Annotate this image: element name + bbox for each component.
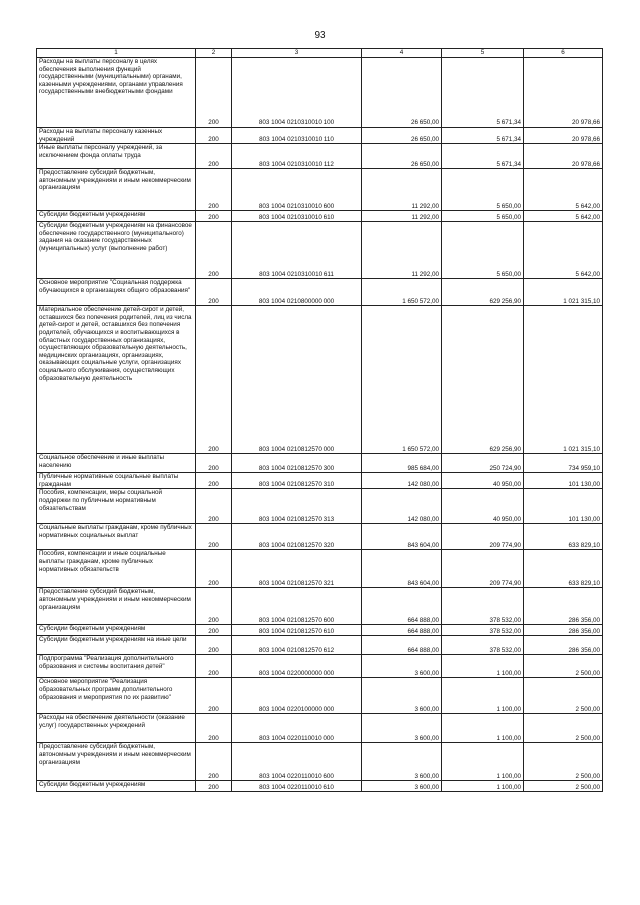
- row-kbk: 803 1004 0220000000 000: [232, 655, 362, 678]
- row-amount-executed: 209 774,90: [442, 550, 524, 588]
- row-amount-executed: 1 100,00: [442, 714, 524, 743]
- row-code: 200: [196, 781, 232, 792]
- row-kbk: 803 1004 0210812570 321: [232, 550, 362, 588]
- row-amount-remaining: 20 978,66: [524, 128, 603, 144]
- row-name: Субсидии бюджетным учреждениям на иные цели: [37, 636, 196, 655]
- row-amount-plan: 664 888,00: [362, 588, 442, 625]
- row-kbk: 803 1004 0210310010 610: [232, 211, 362, 222]
- table-row: [37, 128, 603, 144]
- row-amount-plan: 11 292,00: [362, 222, 442, 279]
- row-amount-remaining: 1 021 315,10: [524, 279, 603, 306]
- row-code: 200: [196, 473, 232, 489]
- row-code: 200: [196, 524, 232, 550]
- row-amount-remaining: 20 978,66: [524, 58, 603, 128]
- column-header: 5: [442, 49, 524, 58]
- row-name: Расходы на выплаты персоналу казенных учреждений: [37, 128, 196, 144]
- row-name: Субсидии бюджетным учреждениям: [37, 781, 196, 792]
- row-amount-executed: 5 671,34: [442, 144, 524, 169]
- row-kbk: 803 1004 0220110010 610: [232, 781, 362, 792]
- row-amount-executed: 629 256,90: [442, 306, 524, 454]
- table-header-row: [37, 49, 603, 58]
- row-amount-remaining: 2 500,00: [524, 743, 603, 781]
- row-amount-plan: 11 292,00: [362, 211, 442, 222]
- row-amount-executed: 629 256,90: [442, 279, 524, 306]
- row-name: Субсидии бюджетным учреждениям: [37, 211, 196, 222]
- row-kbk: 803 1004 0210812570 320: [232, 524, 362, 550]
- row-kbk: 803 1004 0220100000 000: [232, 678, 362, 714]
- row-amount-plan: 11 292,00: [362, 169, 442, 211]
- row-kbk: 803 1004 0210812570 000: [232, 306, 362, 454]
- row-code: 200: [196, 625, 232, 636]
- row-amount-executed: 1 100,00: [442, 655, 524, 678]
- budget-table: [36, 48, 603, 792]
- row-name: Пособия, компенсации, меры социальной поддержки по публичным нормативным обязательствам: [37, 489, 196, 524]
- row-amount-plan: 1 650 572,00: [362, 279, 442, 306]
- row-kbk: 803 1004 0210310010 600: [232, 169, 362, 211]
- column-header: 3: [232, 49, 362, 58]
- column-header: 2: [196, 49, 232, 58]
- row-name: Предоставление субсидий бюджетным, автономным учреждениям и иным некоммерческим организациям: [37, 743, 196, 781]
- table-row: [37, 489, 603, 524]
- table-row: [37, 781, 603, 792]
- row-code: 200: [196, 169, 232, 211]
- column-header: 1: [37, 49, 196, 58]
- row-amount-remaining: 633 829,10: [524, 550, 603, 588]
- column-header: 4: [362, 49, 442, 58]
- row-code: 200: [196, 489, 232, 524]
- row-amount-executed: 5 671,34: [442, 58, 524, 128]
- row-amount-executed: 1 100,00: [442, 781, 524, 792]
- row-amount-executed: 40 950,00: [442, 489, 524, 524]
- row-amount-plan: 664 888,00: [362, 625, 442, 636]
- table-row: [37, 625, 603, 636]
- row-name: Расходы на обеспечение деятельности (оказание услуг) государственных учреждений: [37, 714, 196, 743]
- row-kbk: 803 1004 0210310010 110: [232, 128, 362, 144]
- row-kbk: 803 1004 0220110010 000: [232, 714, 362, 743]
- row-amount-plan: 843 604,00: [362, 550, 442, 588]
- row-amount-executed: 378 532,00: [442, 588, 524, 625]
- row-amount-plan: 664 888,00: [362, 636, 442, 655]
- row-amount-remaining: 2 500,00: [524, 655, 603, 678]
- row-code: 200: [196, 678, 232, 714]
- table-row: [37, 588, 603, 625]
- table-row: [37, 169, 603, 211]
- row-amount-plan: 1 650 572,00: [362, 306, 442, 454]
- table-row: [37, 58, 603, 128]
- table-row: [37, 454, 603, 473]
- row-code: 200: [196, 636, 232, 655]
- row-kbk: 803 1004 0210310010 112: [232, 144, 362, 169]
- row-name: Пособия, компенсации и иные социальные выплаты гражданам, кроме публичных нормативных обязательств: [37, 550, 196, 588]
- row-amount-remaining: 2 500,00: [524, 714, 603, 743]
- table-row: [37, 211, 603, 222]
- row-amount-executed: 209 774,90: [442, 524, 524, 550]
- row-amount-remaining: 101 130,00: [524, 473, 603, 489]
- row-amount-remaining: 101 130,00: [524, 489, 603, 524]
- row-amount-remaining: 286 356,00: [524, 625, 603, 636]
- table-row: [37, 743, 603, 781]
- row-name: Иные выплаты персоналу учреждений, за исключением фонда оплаты труда: [37, 144, 196, 169]
- row-amount-remaining: 20 978,66: [524, 144, 603, 169]
- row-code: 200: [196, 588, 232, 625]
- table-row: [37, 636, 603, 655]
- row-code: 200: [196, 128, 232, 144]
- row-amount-plan: 3 600,00: [362, 678, 442, 714]
- table-row: [37, 222, 603, 279]
- row-amount-executed: 1 100,00: [442, 678, 524, 714]
- row-amount-executed: 5 650,00: [442, 222, 524, 279]
- row-amount-plan: 3 600,00: [362, 781, 442, 792]
- row-name: Предоставление субсидий бюджетным, автономным учреждениям и иным некоммерческим организациям: [37, 588, 196, 625]
- column-header: 6: [524, 49, 603, 58]
- row-kbk: 803 1004 0210310010 100: [232, 58, 362, 128]
- row-kbk: 803 1004 0210812570 612: [232, 636, 362, 655]
- row-amount-remaining: 633 829,10: [524, 524, 603, 550]
- row-amount-executed: 250 724,90: [442, 454, 524, 473]
- row-name: Основное мероприятие "Социальная поддержка обучающихся в организациях общего образования": [37, 279, 196, 306]
- row-amount-remaining: 286 356,00: [524, 636, 603, 655]
- row-amount-remaining: 1 021 315,10: [524, 306, 603, 454]
- row-code: 200: [196, 279, 232, 306]
- row-amount-plan: 3 600,00: [362, 714, 442, 743]
- row-kbk: 803 1004 0210812570 610: [232, 625, 362, 636]
- row-amount-remaining: 286 356,00: [524, 588, 603, 625]
- table-row: [37, 550, 603, 588]
- row-code: 200: [196, 743, 232, 781]
- row-amount-plan: 3 600,00: [362, 743, 442, 781]
- row-code: 200: [196, 222, 232, 279]
- row-code: 200: [196, 306, 232, 454]
- row-name: Субсидии бюджетным учреждениям на финансовое обеспечение государственного (муниципального) задания на оказание государственных (муниципальных) услуг (выполнение работ): [37, 222, 196, 279]
- row-amount-remaining: 734 959,10: [524, 454, 603, 473]
- row-amount-remaining: 5 642,00: [524, 211, 603, 222]
- row-name: Материальное обеспечение детей-сирот и детей, оставшихся без попечения родителей, лиц из числа детей-сирот и детей, оставшихся без попечения родителей, обучающихся и воспитывающихся в областных государственных организациях, осуществляющих образовательную деятельность, медицинских организациях, организациях, оказывающих социальные услуги, организациях социального обслуживания, осуществляющих образовательную деятельность: [37, 306, 196, 454]
- row-amount-executed: 378 532,00: [442, 636, 524, 655]
- row-kbk: 803 1004 0210800000 000: [232, 279, 362, 306]
- row-kbk: 803 1004 0210310010 611: [232, 222, 362, 279]
- row-code: 200: [196, 211, 232, 222]
- row-name: Субсидии бюджетным учреждениям: [37, 625, 196, 636]
- row-name: Предоставление субсидий бюджетным, автономным учреждениям и иным некоммерческим организациям: [37, 169, 196, 211]
- row-amount-plan: 985 684,00: [362, 454, 442, 473]
- row-amount-plan: 142 080,00: [362, 473, 442, 489]
- row-code: 200: [196, 58, 232, 128]
- row-amount-executed: 5 671,34: [442, 128, 524, 144]
- row-kbk: 803 1004 0220110010 600: [232, 743, 362, 781]
- page-number: 93: [314, 30, 326, 41]
- row-amount-remaining: 5 642,00: [524, 222, 603, 279]
- row-amount-plan: 26 650,00: [362, 128, 442, 144]
- table-row: [37, 678, 603, 714]
- row-kbk: 803 1004 0210812570 600: [232, 588, 362, 625]
- row-name: Социальное обеспечение и иные выплаты населению: [37, 454, 196, 473]
- row-name: Подпрограмма "Реализация дополнительного образования и системы воспитания детей": [37, 655, 196, 678]
- row-name: Социальные выплаты гражданам, кроме публичных нормативных социальных выплат: [37, 524, 196, 550]
- table-row: [37, 306, 603, 454]
- table-row: [37, 473, 603, 489]
- row-amount-plan: 142 080,00: [362, 489, 442, 524]
- row-amount-plan: 26 650,00: [362, 144, 442, 169]
- table-row: [37, 655, 603, 678]
- row-code: 200: [196, 454, 232, 473]
- row-name: Основное мероприятие "Реализация образовательных программ дополнительного образования и мероприятия по их развитию": [37, 678, 196, 714]
- row-kbk: 803 1004 0210812570 300: [232, 454, 362, 473]
- row-kbk: 803 1004 0210812570 310: [232, 473, 362, 489]
- row-amount-executed: 40 950,00: [442, 473, 524, 489]
- row-kbk: 803 1004 0210812570 313: [232, 489, 362, 524]
- table-row: [37, 279, 603, 306]
- row-code: 200: [196, 655, 232, 678]
- row-code: 200: [196, 144, 232, 169]
- row-amount-plan: 26 650,00: [362, 58, 442, 128]
- row-amount-remaining: 5 642,00: [524, 169, 603, 211]
- row-amount-plan: 3 600,00: [362, 655, 442, 678]
- row-code: 200: [196, 714, 232, 743]
- row-amount-executed: 5 650,00: [442, 169, 524, 211]
- row-amount-executed: 1 100,00: [442, 743, 524, 781]
- row-amount-remaining: 2 500,00: [524, 678, 603, 714]
- row-amount-executed: 378 532,00: [442, 625, 524, 636]
- table-row: [37, 524, 603, 550]
- row-name: Расходы на выплаты персоналу в целях обеспечения выполнения функций государственными (муниципальными) органами, казенными учреждениями, органами управления государственными внебюджетными фондами: [37, 58, 196, 128]
- table-row: [37, 144, 603, 169]
- row-amount-plan: 843 604,00: [362, 524, 442, 550]
- row-amount-remaining: 2 500,00: [524, 781, 603, 792]
- row-code: 200: [196, 550, 232, 588]
- row-amount-executed: 5 650,00: [442, 211, 524, 222]
- row-name: Публичные нормативные социальные выплаты гражданам: [37, 473, 196, 489]
- table-row: [37, 714, 603, 743]
